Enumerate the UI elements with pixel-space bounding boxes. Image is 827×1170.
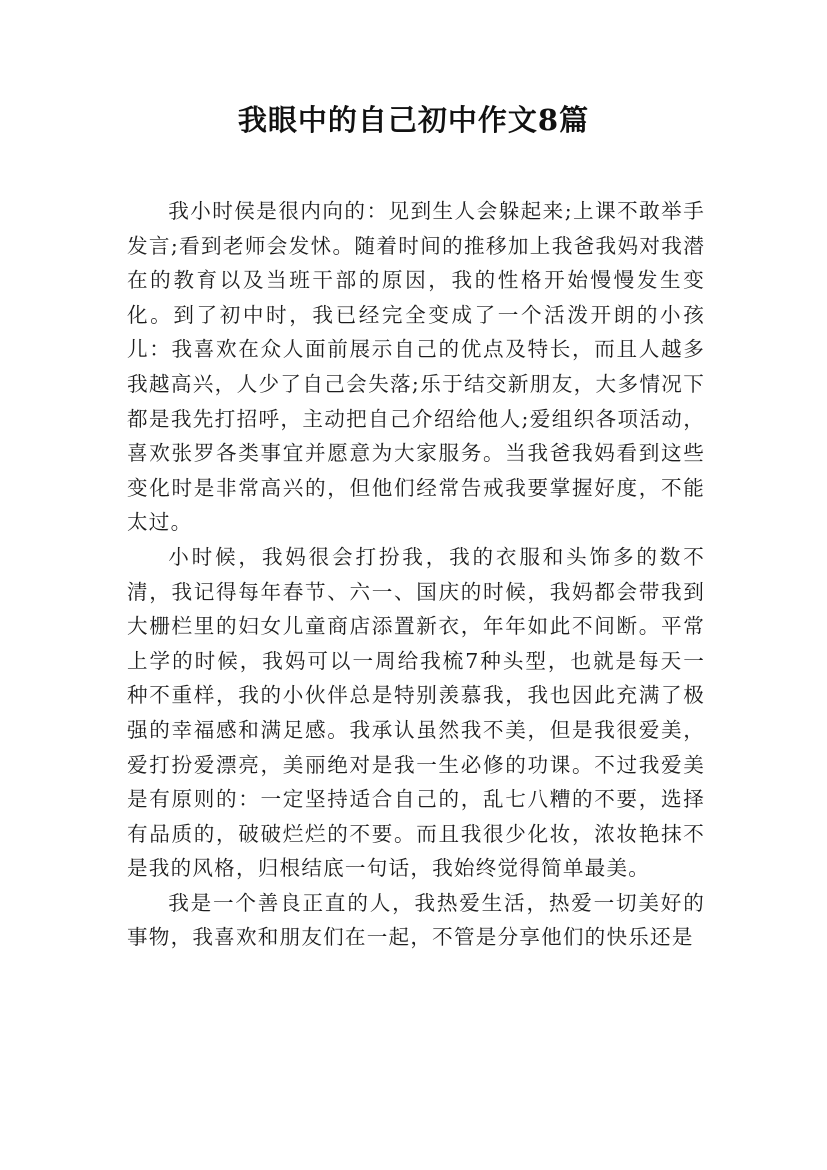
document-body bbox=[127, 194, 705, 955]
document-title: 我眼中的自己初中作文8篇 bbox=[237, 103, 590, 137]
paragraph-2: 小时候，我妈很会打扮我，我的衣服和头饰多的数不清，我记得每年春节、六一、国庆的时候，我妈都会带我到大栅栏里的妇女儿童商店添置新衣，年年如此不间断。平常上学的时候，我妈可以一周给我梳7种头型，也就是每天一种不重样，我的小伙伴总是特别羡慕我，我也因此充满了极强的幸福感和满足感。我承认虽然我不美，但是我很爱美，爱打扮爱漂亮，美丽绝对是我一生必修的功课。不过我爱美是有原则的：一定坚持适合自己的，乱七八糟的不要，选择有品质的，破破烂烂的不要。而且我很少化妆，浓妆艳抹不是我的风格，归根结底一句话，我始终觉得简单最美。 bbox=[127, 544, 705, 881]
paragraph-1: 我小时侯是很内向的：见到生人会躲起来;上课不敢举手发言;看到老师会发怵。随着时间的推移加上我爸我妈对我潜在的教育以及当班干部的原因，我的性格开始慢慢发生变化。到了初中时，我已经完全变成了一个活泼开朗的小孩儿：我喜欢在众人面前展示自己的优点及特长，而且人越多我越高兴，人少了自己会失落;乐于结交新朋友，大多情况下都是我先打招呼，主动把自己介绍给他人;爱组织各项活动，喜欢张罗各类事宜并愿意为大家服务。当我爸我妈看到这些变化时是非常高兴的，但他们经常告戒我要掌握好度，不能太过。 bbox=[127, 199, 705, 535]
paragraph-3: 我是一个善良正直的人，我热爱生活，热爱一切美好的事物，我喜欢和朋友们在一起，不管是分享他们的快乐还是 bbox=[127, 890, 705, 950]
